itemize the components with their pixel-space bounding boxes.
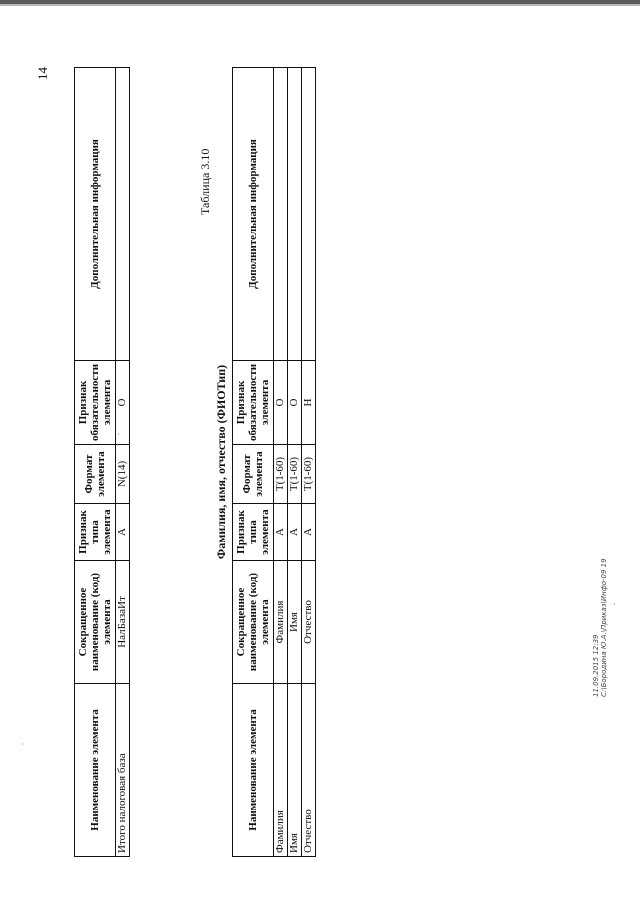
table-fio <box>232 67 316 857</box>
header-mandatory-sign: Признак обязательности элемента <box>75 360 116 444</box>
cell-additional-info <box>288 68 302 361</box>
cell-format: T(1-60) <box>302 445 316 504</box>
table-title: Фамилия, имя, отчество (ФИОТип) <box>214 364 228 560</box>
cell-mandatory-sign: О <box>274 360 288 444</box>
header-type-sign: Признак типа элемента <box>75 504 116 561</box>
cell-format: N(14) <box>116 445 130 504</box>
table-row <box>288 68 302 857</box>
header-additional-info: Дополнительная информация <box>75 68 116 361</box>
header-short-name: Сокращенное наименование (код) элемента <box>75 561 116 684</box>
header-short-name: Сокращенное наименование (код) элемента <box>233 561 274 684</box>
file-path-footer <box>592 558 608 697</box>
cell-element-name: Имя <box>288 684 302 857</box>
cell-format: T(1-60) <box>274 445 288 504</box>
cell-mandatory-sign: Н <box>302 360 316 444</box>
table-row <box>274 68 288 857</box>
footer-timestamp: 11.09.2015 12:39 <box>592 634 600 697</box>
cell-format: T(1-60) <box>288 445 302 504</box>
header-additional-info: Дополнительная информация <box>233 68 274 361</box>
table-tax-base <box>74 67 130 857</box>
scan-speck <box>22 743 23 745</box>
cell-short-name: Фамилия <box>274 561 288 684</box>
table-row <box>116 68 130 857</box>
table-caption: Таблица 3.10 <box>198 148 212 215</box>
cell-mandatory-sign: О <box>288 360 302 444</box>
table-header-row <box>75 68 116 857</box>
header-element-name: Наименование элемента <box>233 684 274 857</box>
cell-short-name: Имя <box>288 561 302 684</box>
cell-type-sign: А <box>274 504 288 561</box>
header-format: Формат элемента <box>233 445 274 504</box>
cell-element-name: Фамилия <box>274 684 288 857</box>
scan-speck <box>118 433 119 435</box>
cell-additional-info <box>302 68 316 361</box>
table-header-row <box>233 68 274 857</box>
header-mandatory-sign: Признак обязательности элемента <box>233 360 274 444</box>
cell-element-name: Итого налоговая база <box>116 684 130 857</box>
cell-type-sign: А <box>288 504 302 561</box>
cell-additional-info <box>116 68 130 361</box>
cell-additional-info <box>274 68 288 361</box>
page-number: 14 <box>35 67 50 80</box>
header-type-sign: Признак типа элемента <box>233 504 274 561</box>
header-format: Формат элемента <box>75 445 116 504</box>
table-row <box>302 68 316 857</box>
header-element-name: Наименование элемента <box>75 684 116 857</box>
cell-element-name: Отчество <box>302 684 316 857</box>
cell-type-sign: А <box>302 504 316 561</box>
cell-short-name: НалБазаИт <box>116 561 130 684</box>
cell-type-sign: А <box>116 504 130 561</box>
cell-short-name: Отчество <box>302 561 316 684</box>
scan-speck <box>614 603 615 605</box>
footer-path: С:\Бородина Ю.А.\Приказ\Инфо-09 19 <box>600 558 608 697</box>
cell-mandatory-sign: О <box>116 360 130 444</box>
